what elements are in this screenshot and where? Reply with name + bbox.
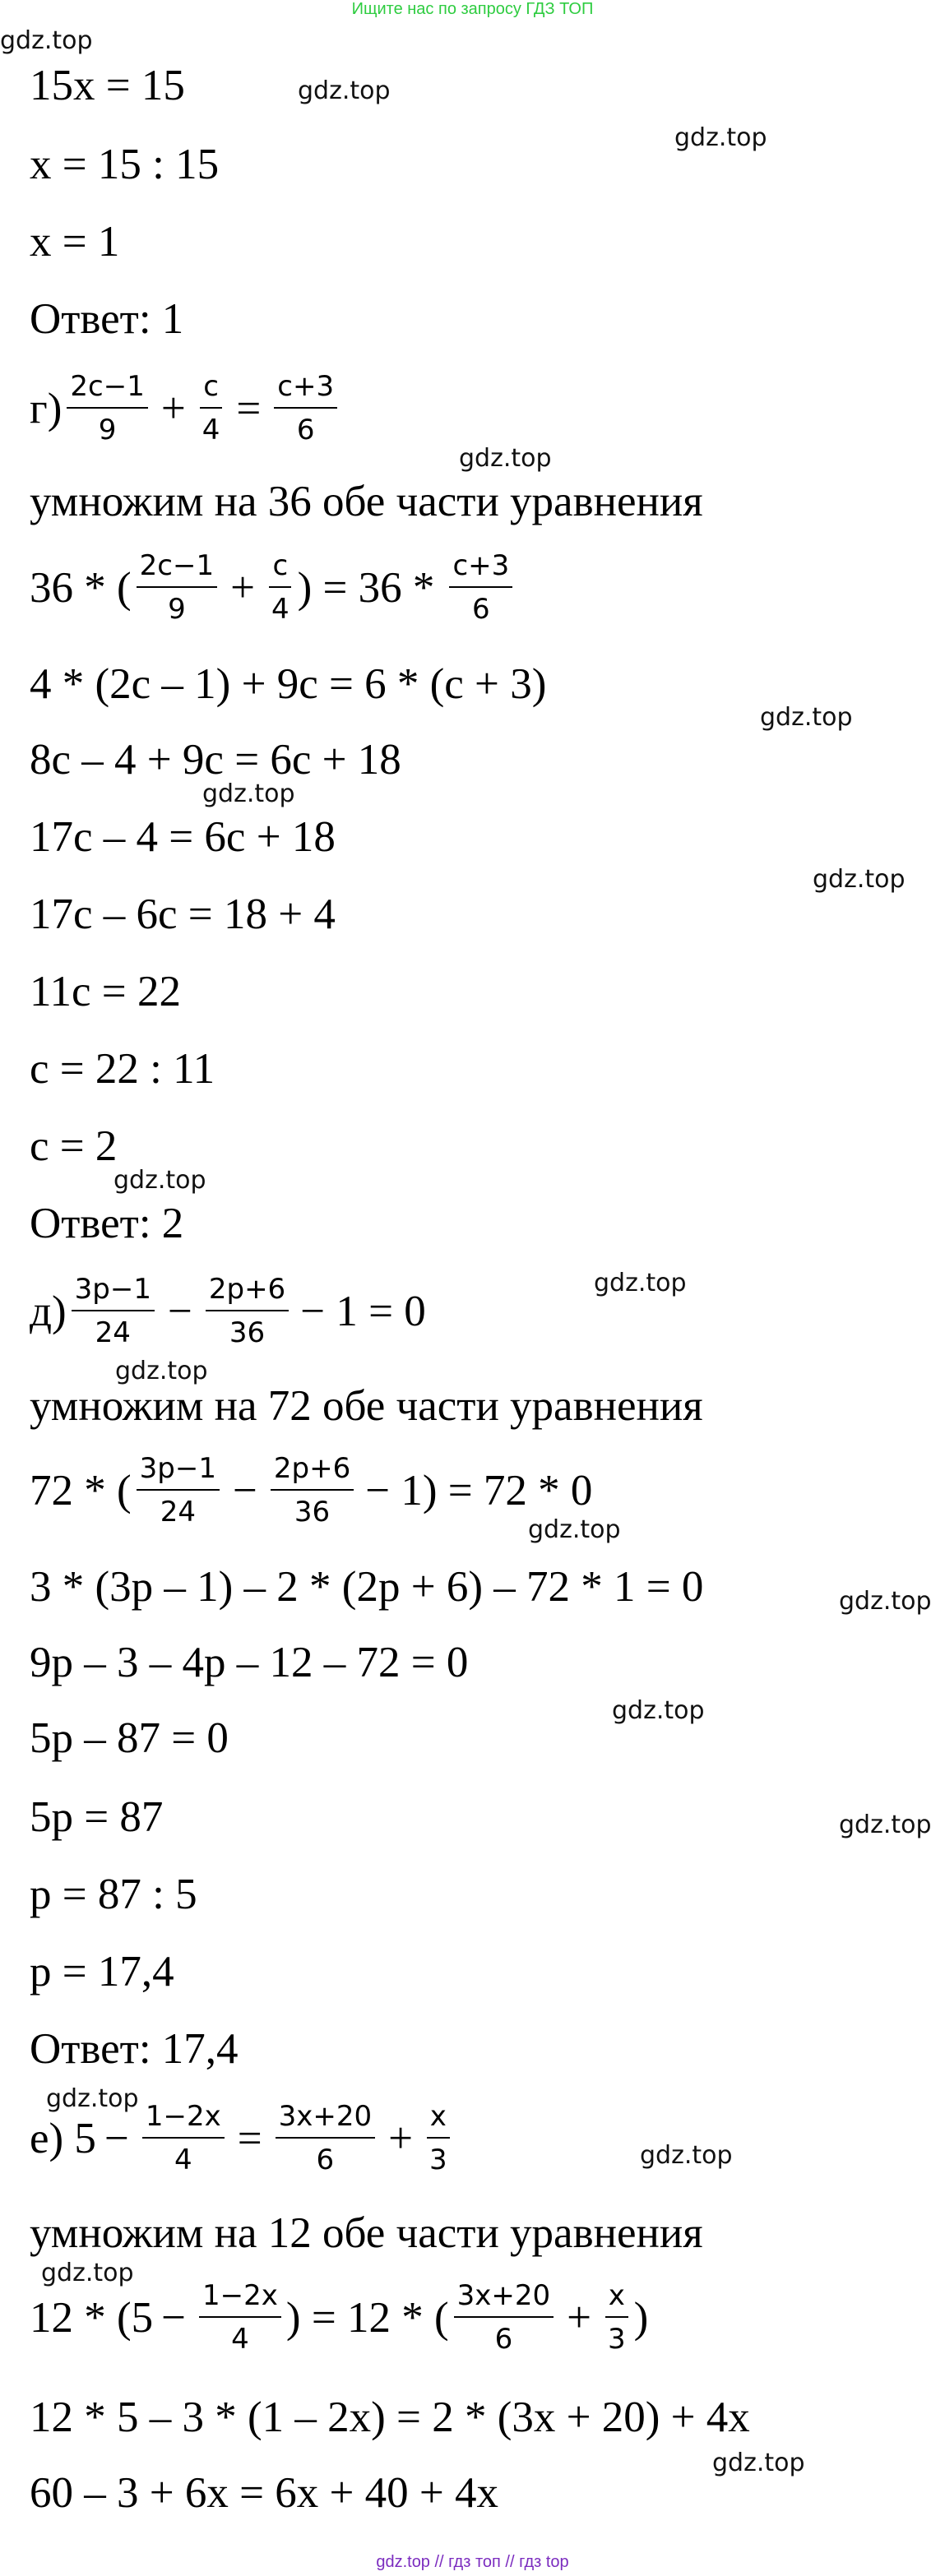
answer-line: Ответ: 2 xyxy=(30,1200,184,1247)
watermark: gdz.top xyxy=(298,76,391,105)
fraction: $\frac{2c-1}{9}$ xyxy=(137,551,217,626)
watermark: gdz.top xyxy=(760,703,853,732)
equation-line: 8c – 4 + 9c = 6c + 18 xyxy=(30,736,401,784)
watermark: gdz.top xyxy=(202,779,295,808)
fraction: $\frac{c}{4}$ xyxy=(268,551,293,626)
watermark: gdz.top xyxy=(459,444,552,473)
answer-line: Ответ: 1 xyxy=(30,295,184,343)
multiply-note: умножим на 12 обе части уравнения xyxy=(30,2209,703,2257)
watermark: gdz.top xyxy=(594,1269,687,1297)
equation-line: p = 17,4 xyxy=(30,1948,174,1996)
bottom-banner[interactable]: gdz.top // гдз топ // гдз top xyxy=(376,2553,569,2571)
fraction: $\frac{c+3}{6}$ xyxy=(274,372,337,446)
fraction: $\frac{2p+6}{36}$ xyxy=(206,1274,289,1349)
watermark: gdz.top xyxy=(115,1357,208,1385)
equation-line: x = 15 : 15 xyxy=(30,141,220,188)
watermark: gdz.top xyxy=(528,1515,621,1544)
equation-line: x = 1 xyxy=(30,218,120,266)
fraction: $\frac{1-2x}{4}$ xyxy=(142,2102,225,2176)
watermark: gdz.top xyxy=(674,123,767,152)
fraction: $\frac{1-2x}{4}$ xyxy=(199,2281,281,2356)
equation-line: 4 * (2c – 1) + 9c = 6 * (c + 3) xyxy=(30,660,547,708)
answer-line: Ответ: 17,4 xyxy=(30,2025,239,2073)
equation-line: 5p = 87 xyxy=(30,1793,164,1841)
watermark: gdz.top xyxy=(41,2259,134,2287)
problem-e-equation: е) 5 − $\frac{1-2x}{4}$ = $\frac{3x+20}{6}$ + $\frac{x}{3}$ xyxy=(30,2102,456,2176)
equation-line: 9p – 3 – 4p – 12 – 72 = 0 xyxy=(30,1639,469,1686)
fraction: $\frac{3p-1}{24}$ xyxy=(72,1274,155,1349)
fraction: $\frac{c+3}{6}$ xyxy=(449,551,512,626)
top-banner[interactable]: Ищите нас по запросу ГДЗ ТОП xyxy=(351,0,594,18)
watermark: gdz.top xyxy=(46,2084,139,2113)
watermark: gdz.top xyxy=(113,1166,206,1195)
watermark: gdz.top xyxy=(839,1587,932,1616)
fraction: $\frac{x}{3}$ xyxy=(426,2102,451,2176)
fraction: $\frac{3x+20}{6}$ xyxy=(276,2102,376,2176)
problem-d-equation: д) $\frac{3p-1}{24}$ − $\frac{2p+6}{36}$ − 1 = 0 xyxy=(30,1273,426,1350)
fraction: $\frac{2p+6}{36}$ xyxy=(271,1454,354,1528)
equation-line: 15x = 15 xyxy=(30,62,185,109)
problem-label: д) xyxy=(30,1287,67,1335)
watermark: gdz.top xyxy=(612,1696,705,1725)
problem-label: е) 5 xyxy=(30,2114,96,2162)
fraction: $\frac{3x+20}{6}$ xyxy=(454,2281,554,2356)
equation-line: 36 * ( $\frac{2c-1}{9}$ + $\frac{c}{4}$ ) = 36 * $\frac{c+3}{6}$ xyxy=(30,551,517,626)
watermark: gdz.top xyxy=(813,865,906,894)
watermark: gdz.top xyxy=(640,2141,733,2170)
multiply-note: умножим на 36 обе части уравнения xyxy=(30,478,703,525)
fraction: $\frac{2c-1}{9}$ xyxy=(67,372,147,446)
watermark: gdz.top xyxy=(839,1811,932,1839)
equation-line: 17c – 4 = 6c + 18 xyxy=(30,813,336,861)
equation-line: 5p – 87 = 0 xyxy=(30,1714,229,1762)
equation-line: 60 – 3 + 6x = 6x + 40 + 4x xyxy=(30,2469,499,2517)
fraction: $\frac{3p-1}{24}$ xyxy=(137,1454,220,1528)
equation-line: 12 * 5 – 3 * (1 – 2x) = 2 * (3x + 20) + 4x xyxy=(30,2393,750,2441)
equation-line: c = 2 xyxy=(30,1122,118,1170)
problem-label: г) xyxy=(30,384,63,432)
fraction: $\frac{x}{3}$ xyxy=(605,2281,629,2356)
equation-line: 17c – 6c = 18 + 4 xyxy=(30,890,336,938)
multiply-note: умножим на 72 обе части уравнения xyxy=(30,1382,703,1430)
equation-line: p = 87 : 5 xyxy=(30,1871,197,1918)
watermark: gdz.top xyxy=(712,2449,805,2477)
fraction: $\frac{c}{4}$ xyxy=(199,372,224,446)
equation-line: 11c = 22 xyxy=(30,968,181,1015)
equation-line: 12 * (5 − $\frac{1-2x}{4}$ ) = 12 * ( $\frac{3x+20}{6}$ + $\frac{x}{3}$ ) xyxy=(30,2279,649,2356)
equation-line: c = 22 : 11 xyxy=(30,1045,215,1093)
equation-line: 72 * ( $\frac{3p-1}{24}$ − $\frac{2p+6}{36}$ − 1) = 72 * 0 xyxy=(30,1452,593,1529)
watermark: gdz.top xyxy=(0,26,93,55)
problem-g-equation: г) $\frac{2c-1}{9}$ + $\frac{c}{4}$ = $\frac{c+3}{6}$ xyxy=(30,372,342,446)
equation-line: 3 * (3p – 1) – 2 * (2p + 6) – 72 * 1 = 0 xyxy=(30,1563,704,1611)
